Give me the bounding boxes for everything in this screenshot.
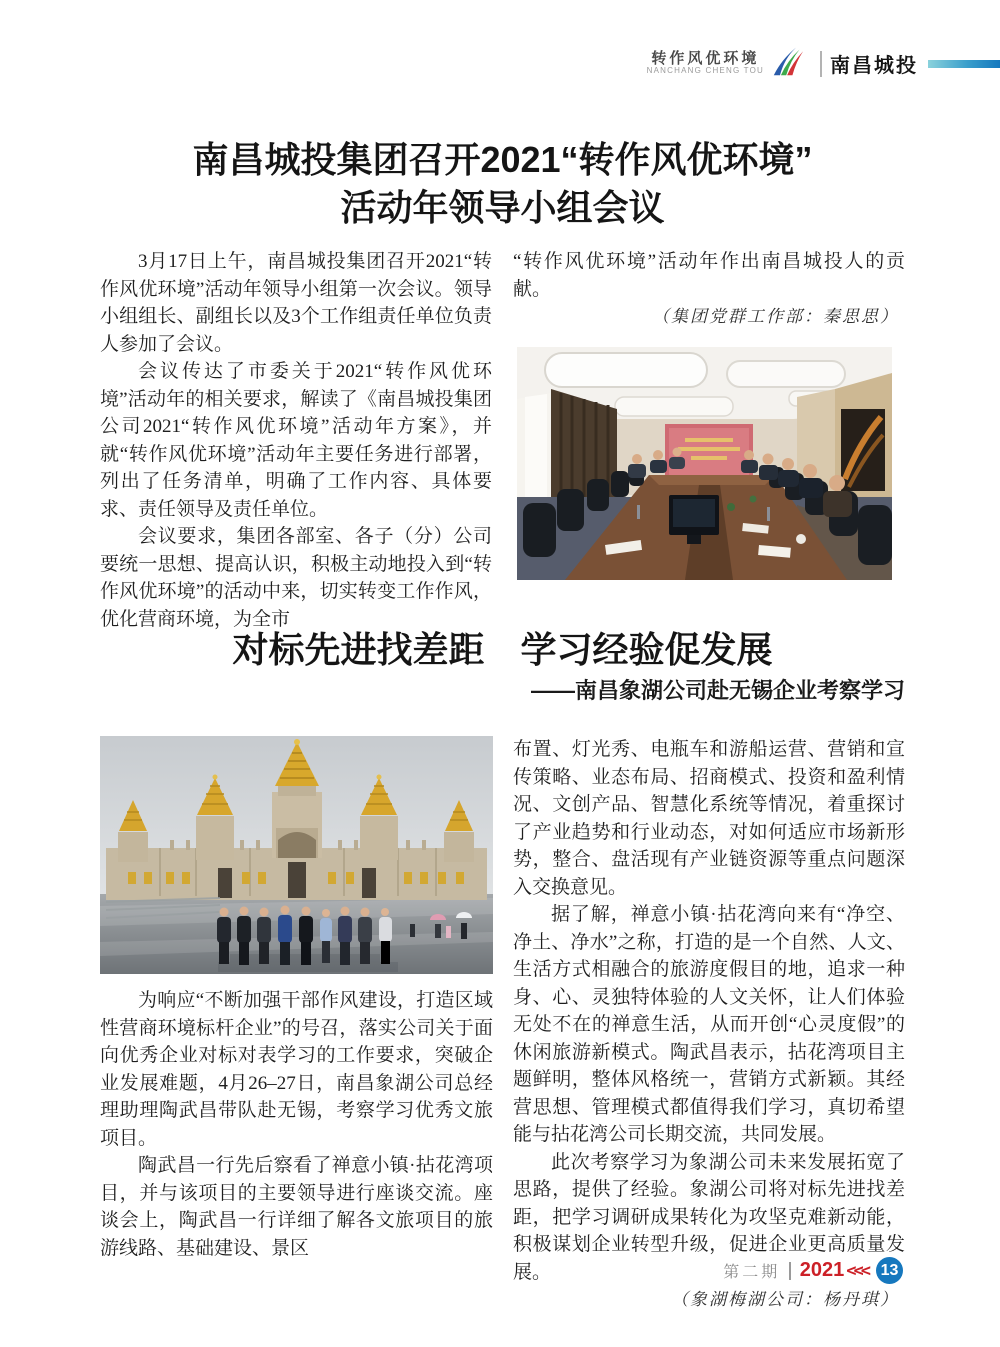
article1-title-line2: 活动年领导小组会议: [340, 187, 665, 228]
article2-left-column: [100, 736, 493, 1262]
article2-paragraph: 陶武昌一行先后察看了禅意小镇·拈花湾项目，并与该项目的主要领导进行座谈交流。座谈会上，陶武昌一行详细了解各文旅项目的旅游线路、基础建设、景区: [100, 1155, 493, 1259]
logo-subtitle: NANCHANG CHENG TOU: [646, 66, 764, 76]
article1-paragraph: 3月17日上午，南昌城投集团召开2021“转作风优环境”活动年领导小组第一次会议。领导小组组长、副组长以及3个工作组责任单位负责人参加了会议。: [100, 251, 492, 355]
page-number-badge: 13: [876, 1257, 903, 1284]
article2-subtitle: ——南昌象湖公司赴无锡企业考察学习: [530, 678, 905, 703]
page-header: [647, 44, 1000, 83]
article2-paragraph: 据了解，禅意小镇·拈花湾向来有“净空、净土、净水”之称，打造的是一个自然、人文、生活方式相融合的旅游度假目的地，追求一种身、心、灵独特体验的人文关怀，让人们体验无处不在的禅意生活，从而开创“心灵度假”的休闲旅游新模式。陶武昌表示，拈花湾项目主题鲜明，整体风格统一，营销方式新颖。其经营思想、管理模式都值得我们学习，真切希望能与拈花湾公司长期交流，共同发展。: [513, 904, 905, 1145]
article2-paragraph: 为响应“不断加强干部作风建设，打造区域性营商环境标杆企业”的号召，落实公司关于面向优秀企业对标对表学习的工作要求，突破企业发展难题，4月26–27日，南昌象湖公司总经理助理陶武昌带队赴无锡，考察学习优秀文旅项目。: [100, 990, 493, 1149]
footer-divider: [789, 1262, 791, 1280]
study-tour-group-photo: [100, 736, 493, 974]
article1-paragraph: 会议传达了市委关于2021“转作风优环境”活动年的相关要求，解读了《南昌城投集团公司2021“转作风优环境”活动年方案》，并就“转作风优环境”活动年主要任务进行部署，列出了任务清单，明确了工作内容、具体要求、责任领导及责任单位。: [100, 361, 492, 520]
logo-text-block: [647, 51, 764, 76]
article1-title: [95, 136, 910, 232]
article2-right-column: [513, 736, 905, 1314]
article2-paragraph-continuation: 布置、灯光秀、电瓶车和游船运营、营销和宣传策略、业态布局、招商模式、投资和盈利情况、文创产品、智慧化系统等情况，着重探讨了产业趋势和行业动态，对如何适应市场新形势，整合、盘活现有产业链资源等重点问题深入交换意见。: [513, 739, 905, 898]
swoosh-logo-icon: [772, 44, 804, 83]
year-label: 2021: [799, 1259, 845, 1281]
header-divider: [820, 51, 822, 77]
article2-title: 对标先进找差距 学习经验促发展: [232, 629, 773, 670]
article1-title-line1: 南昌城投集团召开2021“转作风优环境”: [192, 139, 813, 180]
meeting-room-photo: [517, 347, 892, 580]
brand-name: 南昌城投: [830, 55, 918, 77]
article2-paragraph: 此次考察学习为象湖公司未来发展拓宽了思路，提供了经验。象湖公司将对标先进找差距，把学习调研成果转化为攻坚克难新动能，积极谋划企业转型升级，促进企业更高质量发展。: [513, 1151, 905, 1283]
header-accent-bar: [928, 60, 1000, 68]
article1-paragraph: 会议要求，集团各部室、各子（分）公司要统一思想、提高认识，积极主动地投入到“转作风优环境”的活动中来，切实转变工作作风，优化营商环境，为全市: [100, 526, 492, 630]
article1-left-column: [100, 248, 492, 633]
article1-byline: （集团党群工作部：秦思思）: [652, 307, 899, 326]
page-footer: [723, 1257, 903, 1284]
article2-byline: （象湖梅湖公司：杨丹琪）: [671, 1290, 899, 1309]
article1-right-column: [513, 248, 905, 580]
article1-paragraph-continuation: “转作风优环境”活动年作出南昌城投人的贡献。: [513, 251, 905, 300]
chevrons-icon: <<<: [846, 1260, 868, 1281]
issue-label: 第二期: [723, 1264, 781, 1281]
logo-title: 转作风优环境: [651, 49, 760, 67]
